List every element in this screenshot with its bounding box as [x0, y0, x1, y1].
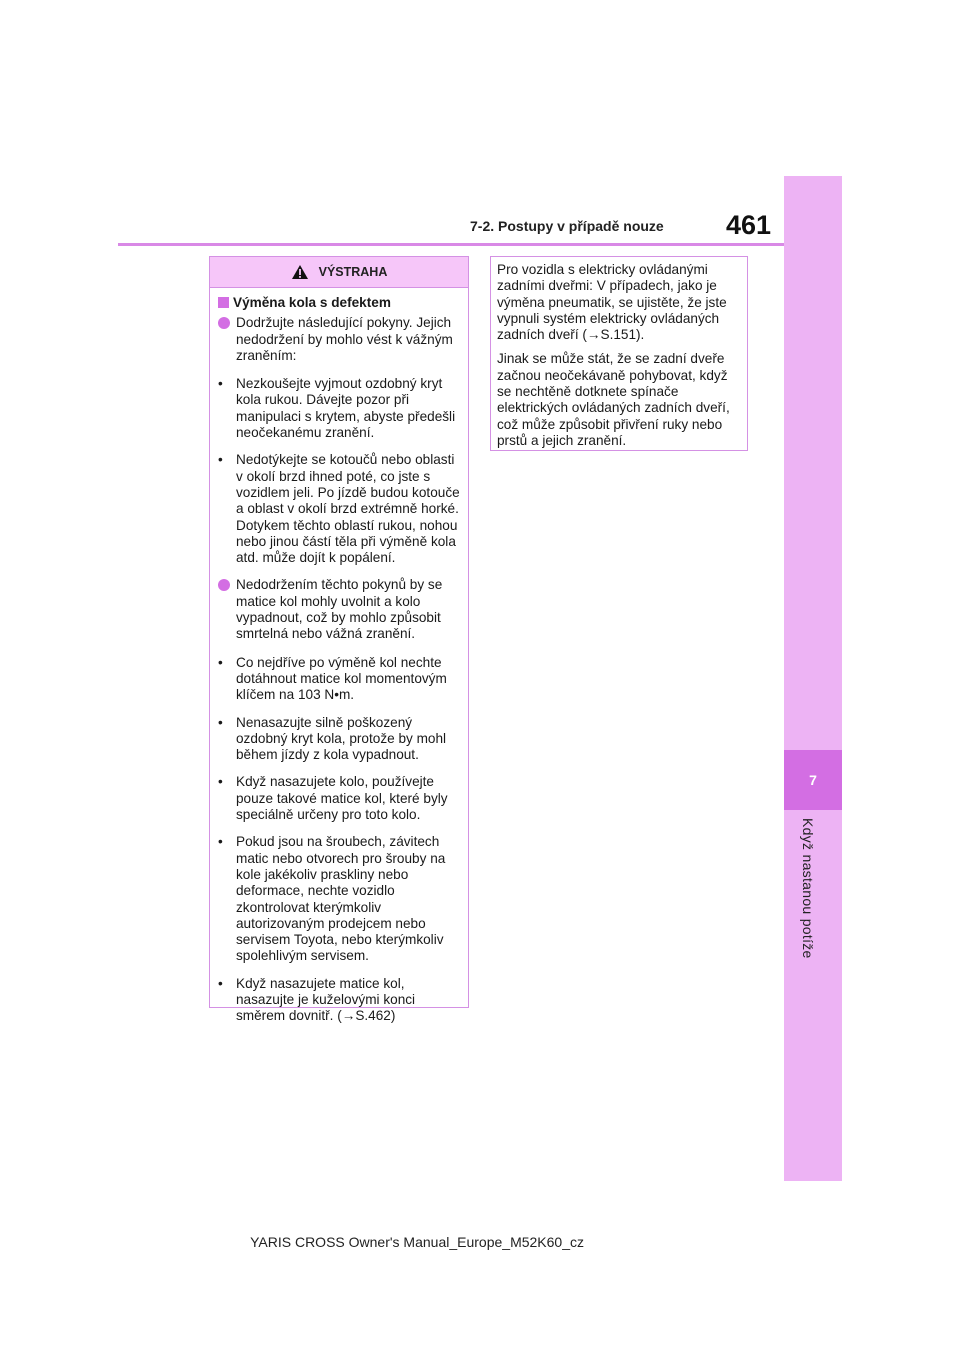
warning-rule	[218, 577, 462, 642]
warning-subheading	[218, 295, 462, 311]
warning-subheading-text: Výměna kola s defektem	[233, 295, 391, 310]
list-item: • Nezkoušejte vyjmout ozdobný kryt kola rukou. Dávejte pozor při manipulaci s krytem, abyste předešli neočekanému zranění.	[218, 376, 456, 441]
list-item: • Nenasazujte silně poškozený ozdobný kryt kola, protože by mohl během jízdy z kola vypadnout.	[218, 714, 447, 763]
list-item: • Nedotýkejte se kotoučů nebo oblasti v okolí brzd ihned poté, co jste s vozidlem jeli. Po jízdě budou kotouče a oblast v okolí brzd extrémně horké. Dotykem těchto oblastí rukou, nohou nebo jinou částí těla při výměně kola atd. může dojít k popálení.	[218, 452, 460, 566]
warning-rule	[218, 315, 462, 364]
page-number: 461	[726, 210, 772, 240]
list-item: • Když nasazujete kolo, používejte pouze takové matice kol, které byly speciálně určeny pro toto kolo.	[218, 774, 448, 823]
warning-body	[210, 288, 468, 1025]
info-paragraph: Pro vozidla s elektricky ovládanými zadními dveřmi: V případech, jako je výměna pneumatik, se ujistěte, že jste vypnuli systém elektricky ovládaných zadních dveří (→S.151).	[497, 262, 727, 343]
info-box	[490, 256, 748, 451]
square-bullet-icon	[218, 297, 229, 308]
list-item: • Co nejdříve po výměně kol nechte dotáhnout matice kol momentovým klíčem na 103 N•m.	[218, 654, 447, 703]
warning-title: VÝSTRAHA	[318, 265, 388, 279]
warning-header	[210, 257, 468, 288]
chapter-side-tab	[784, 176, 842, 1181]
footer-text: YARIS CROSS Owner's Manual_Europe_M52K60_cz	[250, 1234, 584, 1250]
section-title: 7-2. Postupy v případě nouze	[470, 218, 664, 234]
warning-triangle-icon	[291, 264, 309, 280]
warning-rule-text: Nedodržením těchto pokynů by se matice kol mohly uvolnit a kolo vypadnout, což by mohlo způsobit smrtelná nebo vážná zranění.	[236, 577, 443, 642]
circle-bullet-icon	[218, 317, 230, 329]
chapter-number: 7	[784, 750, 842, 810]
warning-rule-text: Dodržujte následující pokyny. Jejich nedodržení by mohlo vést k vážným zraněním:	[236, 315, 453, 363]
list-item: • Pokud jsou na šroubech, závitech matic nebo otvorech pro šrouby na kole jakékoliv praskliny nebo deformace, nechte vozidlo zkontrolovat kterýmkoliv autorizovaným prodejcem nebo servisem Toyota, nebo kterýmkoliv spolehlivým servisem.	[218, 834, 446, 964]
info-paragraph: Jinak se může stát, že se zadní dveře začnou neočekávaně pohybovat, když se nechtěně dotknete spínače elektrických ovládaných zadních dveří, což může způsobit přivření ruky nebo prstů a jejich zranění.	[497, 351, 730, 448]
warning-box	[209, 256, 469, 1024]
chapter-title: Když nastanou potíže	[800, 818, 816, 959]
header-rule	[118, 243, 784, 246]
circle-bullet-icon	[218, 579, 230, 591]
list-item: • Když nasazujete matice kol, nasazujte je kuželovými konci směrem dovnitř. (→S.462)	[218, 975, 416, 1024]
